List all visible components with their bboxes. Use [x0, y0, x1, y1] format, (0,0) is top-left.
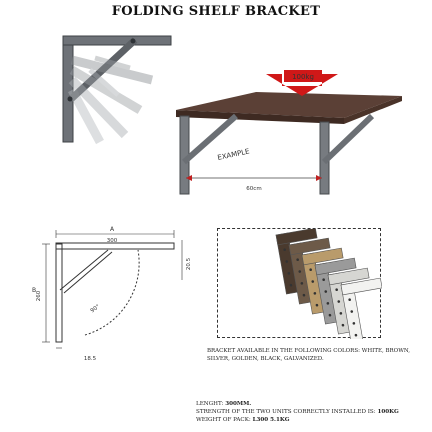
- spec-weight-label: WEIGHT OF PACK:: [196, 417, 251, 423]
- spec-strength-label: STRENGTH OF THE TWO UNITS CORRECTLY INSTALLED IS:: [196, 409, 376, 415]
- color-swatches: [218, 229, 382, 339]
- spec-weight: [196, 416, 426, 424]
- spec-length: [196, 400, 426, 408]
- page-title: FOLDING SHELF BRACKET: [111, 4, 321, 19]
- example-label: EXAMPLE: [216, 147, 251, 162]
- spec-strength: [196, 408, 426, 416]
- drawing-vertical-leg: [56, 244, 62, 342]
- colors-box: [217, 228, 381, 338]
- drawing-strut: [60, 250, 108, 290]
- dim-thickness: 20.5: [186, 257, 192, 271]
- spec-length-value: 300MM.: [225, 401, 252, 407]
- spec-strength-value: 100KG: [377, 409, 399, 415]
- dim-length: 300: [106, 238, 118, 244]
- label-b: B: [31, 287, 37, 294]
- specs-block: [196, 400, 426, 424]
- dim-base: 18.5: [83, 356, 97, 362]
- dim-angle: 90°: [89, 303, 102, 315]
- label-a: A: [109, 226, 115, 233]
- spec-weight-value: L300 5.1KG: [252, 417, 290, 423]
- spec-length-label: LENGHT:: [196, 401, 224, 407]
- width-label: 60cm: [246, 186, 262, 192]
- load-label: 100kg: [292, 73, 314, 81]
- colors-caption: BRACKET AVAILABLE IN THE FOLLOWING COLORS: WHITE, BROWN, SILVER, GOLDEN, BLACK, GALVANIZED.: [207, 348, 411, 362]
- dim-height: 260: [36, 290, 42, 302]
